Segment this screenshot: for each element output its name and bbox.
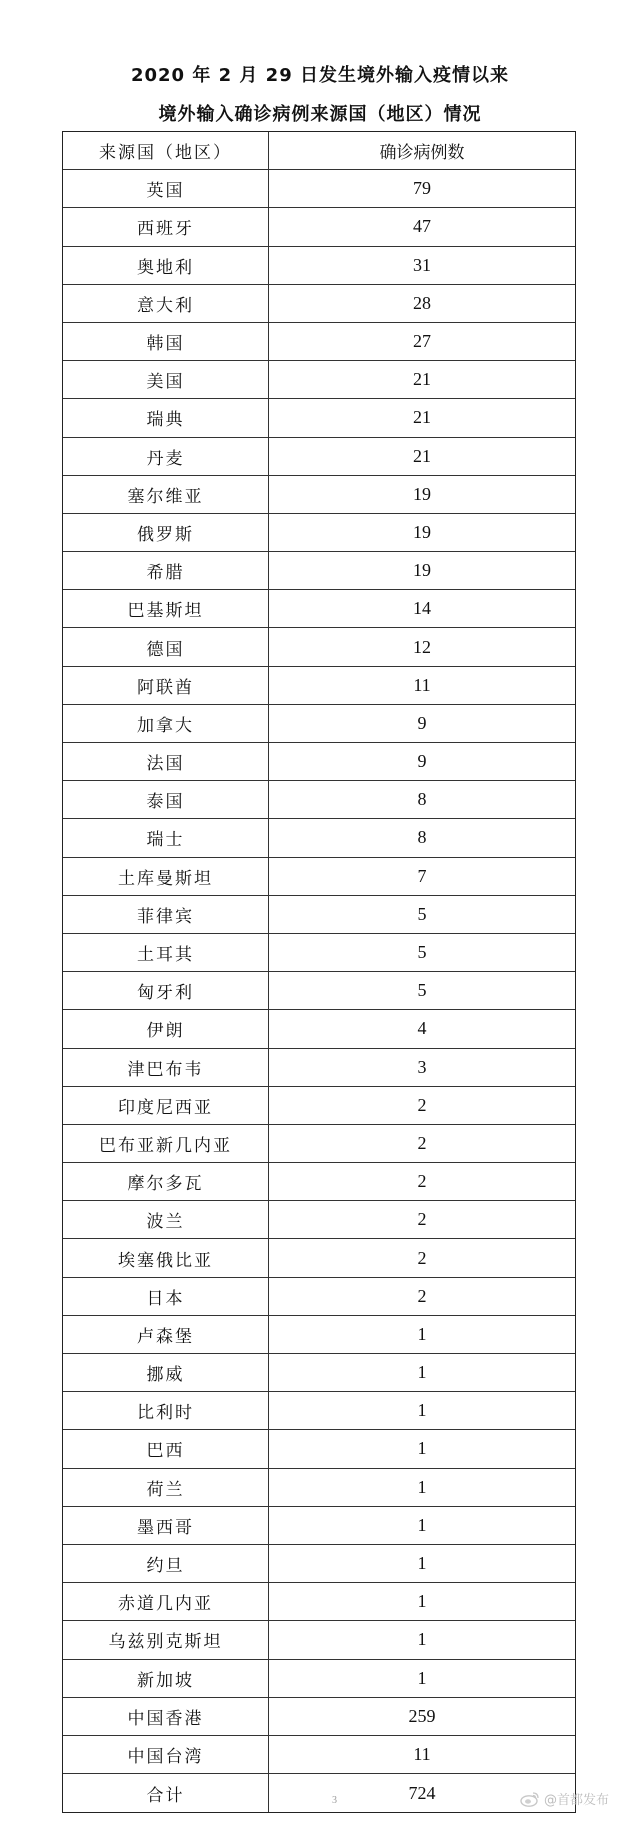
table-row (63, 208, 575, 246)
country-cell: 中国台湾 (63, 1736, 269, 1773)
country-cell: 新加坡 (63, 1660, 269, 1697)
table-row (63, 476, 575, 514)
page-title: 2020 年 2 月 29 日发生境外输入疫情以来 (130, 65, 509, 86)
case-count-cell: 9 (417, 712, 427, 733)
country-cell: 日本 (63, 1278, 269, 1315)
case-count-cell: 2 (417, 1132, 427, 1153)
page-number: 3 (332, 1795, 337, 1806)
country-cell: 法国 (63, 743, 269, 780)
page-subtitle: 境外输入确诊病例来源国（地区）情况 (158, 104, 482, 125)
case-count-cell: 1 (417, 1553, 427, 1574)
country-cell: 巴基斯坦 (63, 590, 269, 627)
table-row (63, 1430, 575, 1468)
table-row (63, 1354, 575, 1392)
country-cell: 泰国 (63, 781, 269, 818)
country-cell: 西班牙 (63, 208, 269, 245)
country-cell: 美国 (63, 361, 269, 398)
table-row (63, 1125, 575, 1163)
country-cell: 摩尔多瓦 (63, 1163, 269, 1200)
case-count-cell: 1 (417, 1667, 427, 1688)
country-cell: 挪威 (63, 1354, 269, 1391)
case-count-cell: 1 (417, 1362, 427, 1383)
case-count-cell: 1 (417, 1629, 427, 1650)
table-row (63, 1545, 575, 1583)
header-source-country: 来源国（地区） (63, 132, 269, 169)
country-cell: 韩国 (63, 323, 269, 360)
table-row (63, 667, 575, 705)
case-count-cell: 11 (413, 1743, 431, 1764)
country-cell: 津巴布韦 (63, 1049, 269, 1086)
table-row (63, 1698, 575, 1736)
country-cell: 阿联酋 (63, 667, 269, 704)
case-count-cell: 21 (413, 369, 431, 390)
country-cell: 荷兰 (63, 1469, 269, 1506)
country-cell: 波兰 (63, 1201, 269, 1238)
case-count-cell: 5 (417, 903, 427, 924)
table-row (63, 934, 575, 972)
country-cell: 比利时 (63, 1392, 269, 1429)
country-cell: 英国 (63, 170, 269, 207)
watermark-text: @首都发布 (544, 1793, 610, 1808)
table-row (63, 1660, 575, 1698)
case-count-cell: 27 (413, 331, 431, 352)
country-cell: 奥地利 (63, 247, 269, 284)
case-count-cell: 9 (417, 751, 427, 772)
table-row (63, 1316, 575, 1354)
country-cell: 德国 (63, 628, 269, 665)
table-row (63, 1278, 575, 1316)
case-count-cell: 4 (417, 1018, 427, 1039)
case-count-cell: 19 (413, 483, 431, 504)
case-count-cell: 2 (417, 1171, 427, 1192)
country-cell: 菲律宾 (63, 896, 269, 933)
case-count-cell: 3 (417, 1056, 427, 1077)
country-cell: 约旦 (63, 1545, 269, 1582)
table-row (63, 590, 575, 628)
table-row (63, 438, 575, 476)
case-count-cell: 21 (413, 407, 431, 428)
table-row (63, 552, 575, 590)
country-cell: 瑞士 (63, 819, 269, 856)
table-row (63, 1201, 575, 1239)
country-cell: 加拿大 (63, 705, 269, 742)
table-row (63, 514, 575, 552)
table-row (63, 285, 575, 323)
case-count-cell: 8 (417, 827, 427, 848)
country-cell: 土耳其 (63, 934, 269, 971)
table-row (63, 1049, 575, 1087)
table-row (63, 1087, 575, 1125)
case-count-cell: 21 (413, 445, 431, 466)
case-count-cell: 2 (417, 1285, 427, 1306)
case-count-cell: 19 (413, 560, 431, 581)
country-cell: 瑞典 (63, 399, 269, 436)
table-row (63, 743, 575, 781)
country-cell: 赤道几内亚 (63, 1583, 269, 1620)
country-cell: 巴布亚新几内亚 (63, 1125, 269, 1162)
case-count-cell: 1 (417, 1514, 427, 1535)
cases-table (62, 131, 576, 1813)
case-count-cell: 724 (408, 1782, 436, 1803)
table-row (63, 247, 575, 285)
case-count-cell: 14 (413, 598, 431, 619)
table-row (63, 705, 575, 743)
case-count-cell: 31 (413, 254, 431, 275)
header-case-count: 确诊病例数 (379, 143, 465, 163)
table-row (63, 323, 575, 361)
country-cell: 伊朗 (63, 1010, 269, 1047)
case-count-cell: 259 (408, 1705, 436, 1726)
case-count-cell: 1 (417, 1400, 427, 1421)
table-row (63, 1392, 575, 1430)
table-row (63, 781, 575, 819)
country-cell: 印度尼西亚 (63, 1087, 269, 1124)
table-row (63, 1507, 575, 1545)
table-row (63, 1621, 575, 1659)
case-count-cell: 1 (417, 1323, 427, 1344)
country-cell: 土库曼斯坦 (63, 858, 269, 895)
case-count-cell: 5 (417, 942, 427, 963)
table-row (63, 170, 575, 208)
case-count-cell: 2 (417, 1209, 427, 1230)
table-row (63, 1583, 575, 1621)
case-count-cell: 8 (417, 789, 427, 810)
weibo-logo-icon (520, 1791, 540, 1807)
country-cell: 意大利 (63, 285, 269, 322)
case-count-cell: 7 (417, 865, 427, 886)
case-count-cell: 5 (417, 980, 427, 1001)
table-row (63, 972, 575, 1010)
table-header-row (63, 132, 575, 170)
table-row (63, 1163, 575, 1201)
country-cell: 埃塞俄比亚 (63, 1239, 269, 1276)
case-count-cell: 1 (417, 1476, 427, 1497)
table-row (63, 399, 575, 437)
country-cell: 丹麦 (63, 438, 269, 475)
case-count-cell: 19 (413, 521, 431, 542)
case-count-cell: 28 (413, 292, 431, 313)
country-cell: 卢森堡 (63, 1316, 269, 1353)
table-row (63, 1010, 575, 1048)
country-cell: 合计 (63, 1774, 269, 1812)
country-cell: 塞尔维亚 (63, 476, 269, 513)
table-row (63, 896, 575, 934)
case-count-cell: 2 (417, 1247, 427, 1268)
case-count-cell: 1 (417, 1591, 427, 1612)
table-row (63, 1469, 575, 1507)
case-count-cell: 12 (413, 636, 431, 657)
case-count-cell: 11 (413, 674, 431, 695)
table-row (63, 1736, 575, 1774)
country-cell: 匈牙利 (63, 972, 269, 1009)
weibo-watermark (520, 1789, 609, 1808)
country-cell: 俄罗斯 (63, 514, 269, 551)
country-cell: 中国香港 (63, 1698, 269, 1735)
country-cell: 乌兹别克斯坦 (63, 1621, 269, 1658)
table-row (63, 361, 575, 399)
country-cell: 巴西 (63, 1430, 269, 1467)
case-count-cell: 2 (417, 1094, 427, 1115)
table-row (63, 1774, 575, 1812)
case-count-cell: 47 (413, 216, 431, 237)
country-cell: 希腊 (63, 552, 269, 589)
table-row (63, 1239, 575, 1277)
country-cell: 墨西哥 (63, 1507, 269, 1544)
table-row (63, 628, 575, 666)
table-row (63, 819, 575, 857)
table-row (63, 858, 575, 896)
case-count-cell: 1 (417, 1438, 427, 1459)
case-count-cell: 79 (413, 178, 431, 199)
